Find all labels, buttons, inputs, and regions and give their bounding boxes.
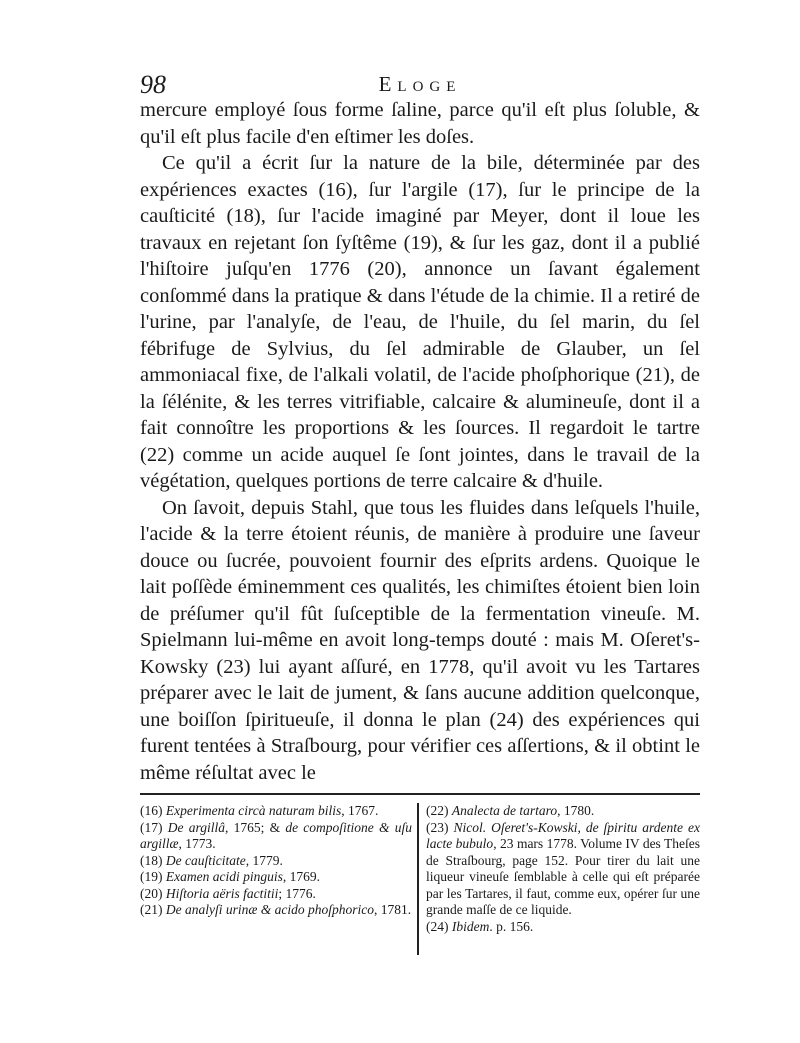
footnote-text: , 23 mars 1778. Volume IV des Theſes de Straſbourg, page 152. Pour tirer du lait une liqueur vineuſe ſemblable à celle qui eſt préparée par les Tartares, il faut, comme eux, opérer ſur une grande maſſe de ce liquide. [426,836,700,917]
footnote-text: ; 1776. [278,885,316,901]
footnote-ref: (18) [140,852,163,868]
footnote-ref: (23) [426,819,449,835]
footnote [140,902,412,919]
footnote-title: Examen acidi pinguis [165,869,283,884]
footnote-ref: (16) [140,803,163,818]
footnote [140,820,412,853]
footnote-ref: (24) [426,918,449,934]
footnote-text: , 1779. [245,852,283,868]
footnote-ref: (19) [140,869,163,884]
footnote [426,820,700,919]
footnote-title: Experimenta circà naturam bilis [165,803,342,818]
footnotes-right-column [426,803,700,935]
footnote [140,853,412,870]
footnote-title: Ibidem [451,918,490,934]
footnote-text: , 1781. [374,902,412,917]
footnote-text: , 1773. [178,836,216,851]
footnote [140,869,412,886]
footnote-title: de compoſitione & uſu argillæ [140,819,412,851]
footnote-title: De cauſticitate [165,852,246,868]
page-header [140,70,700,100]
footnote-title: Analecta de tartaro [451,803,558,818]
footnote-text: . p. 156. [489,918,534,934]
footnotes-left-column [140,803,412,919]
paragraph: mercure employé ſous forme ſaline, parce qu'il eſt plus ſoluble, & qu'il eſt plus facile d'en eſtimer les doſes. [140,99,700,148]
paragraph: Ce qu'il a écrit ſur la nature de la bile, déterminée par des expériences exactes (16), ſur l'argile (17), ſur le principe de la cauſticité (18), ſur l'acide imaginé par Meyer, dont il loue les travaux en rejetant ſon ſyſtême (19), & ſur les gaz, dont il a publié l'hiſtoire juſqu'en 1776 (20), annonce un ſavant également conſommé dans la pratique & dans l'étude de la chimie. Il a retiré de l'urine, par l'analyſe, de l'eau, de l'huile, du ſel marin, du ſel fébrifuge de Sylvius, du ſel admirable de Glauber, un ſel ammoniacal fixe, de l'alkali volatil, de l'acide phoſphorique (21), de la ſélénite, & les terres vitrifiable, calcaire & alumineuſe, dont il a fait connoître les proportions & les ſources. Il regardoit le tartre (22) comme un acide auquel ſe ſont jointes, dans le travail de la végétation, quelques portions de terre calcaire & d'huile. [140,152,700,492]
footnote-ref: (20) [140,885,163,901]
body-text [140,97,700,786]
footnote-text: , 1769. [282,869,320,884]
page-number: 98 [140,70,166,99]
footnote [426,919,700,936]
footnote-title: De argillâ [167,819,225,835]
footnote-ref: (22) [426,803,449,818]
footnote-text: , 1765; & [224,819,286,835]
footnote-ref: (17) [140,819,163,835]
paragraph: On ſavoit, depuis Stahl, que tous les fluides dans leſquels l'huile, l'acide & la terre étoient réunis, de manière à produire une ſaveur douce ou ſucrée, pouvoient fournir des eſprits ardens. Quoique le lait poſſède éminemment ces qualités, les chimiſtes étoient bien loin de préſumer qu'il fût ſuſceptible de la fermentation vineuſe. M. Spielmann lui-même en avoit long-temps douté : mais M. Oſeret's-Kowsky (23) lui ayant aſſuré, en 1778, qu'il avoit vu les Tartares préparer avec le lait de jument, & ſans aucune addition quelconque, une boiſſon ſpiritueuſe, il donna le plan (24) des expériences qui furent tentées à Straſbourg, pour vérifier ces aſſertions, & il obtint le même réſultat avec le [140,496,700,784]
footnote-title: Nicol. Oſeret's-Kowski, de ſpiritu ardente ex lacte bubulo [426,819,700,851]
footnote-text: , 1780. [557,803,595,818]
footnote-title: Hiſtoria aëris factitii [165,885,279,901]
footnote [140,886,412,903]
footnote-column-divider [417,803,419,955]
footnote [426,803,700,820]
footnote-rule [140,793,700,795]
running-title: Eloge [378,72,462,96]
footnote-title: De analyſi urinæ & acido phoſphorico [165,902,374,917]
footnote-ref: (21) [140,902,163,917]
footnote [140,803,412,820]
footnote-text: , 1767. [341,803,379,818]
